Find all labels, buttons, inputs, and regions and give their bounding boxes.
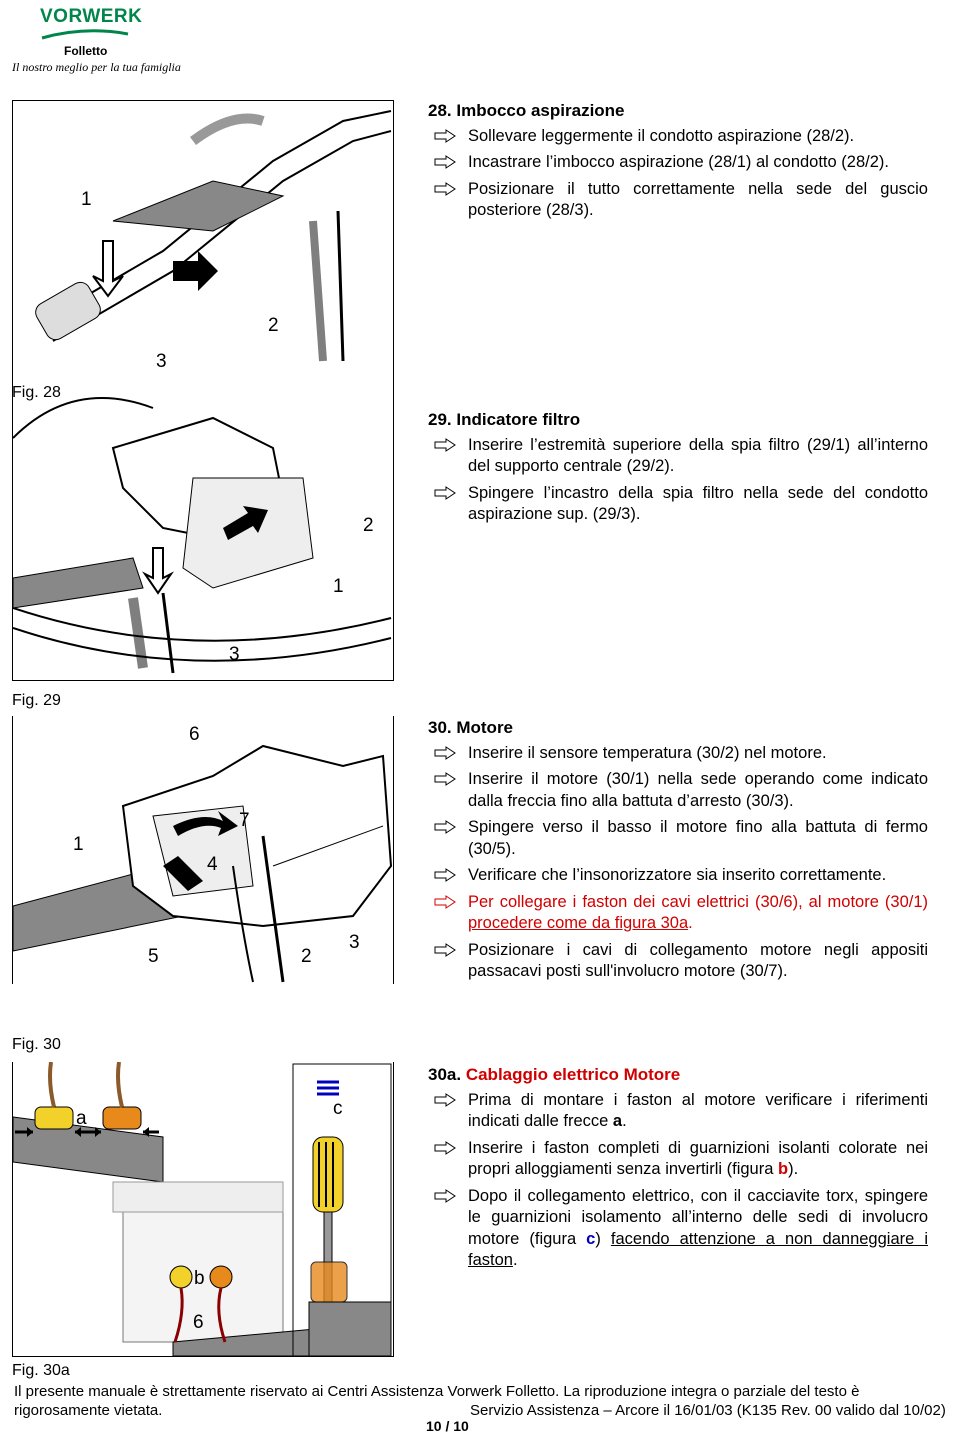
section-29-title: 29. Indicatore filtro xyxy=(428,410,581,429)
fig29-label-1: 1 xyxy=(333,576,344,597)
yellow-seal-icon xyxy=(35,1107,73,1129)
section-30 xyxy=(428,717,928,988)
arrow-right-icon xyxy=(434,1141,456,1155)
fig28-label-3: 3 xyxy=(156,351,167,372)
list-item: Prima di montare i faston al motore verificare i riferimenti indicati dalle frecce a. xyxy=(428,1090,928,1133)
list-item: Dopo il collegamento elettrico, con il cacciavite torx, spingere le guarnizioni isolamento all’interno delle sedi di involucro motore (figura c) facendo attenzione a non danneggiare i faston. xyxy=(428,1186,928,1272)
footer-notice-end: rigorosamente vietata. xyxy=(14,1402,163,1419)
fig28-label-2: 2 xyxy=(268,315,279,336)
fig30-label-5: 5 xyxy=(148,946,159,967)
fig29-label-2: 2 xyxy=(363,515,374,536)
tagline: Il nostro meglio per la tua famiglia xyxy=(12,60,181,74)
list-item: Spingere l’incastro della spia filtro nella sede del condotto aspirazione sup. (29/3). xyxy=(428,483,928,526)
fig28-caption: Fig. 28 xyxy=(12,384,61,401)
figure-30-frame xyxy=(12,716,394,984)
orange-seal-icon xyxy=(103,1107,141,1129)
fig29-label-3: 3 xyxy=(229,644,240,665)
section-28 xyxy=(428,100,928,227)
arrow-right-icon xyxy=(434,1189,456,1203)
figure-28-frame xyxy=(12,100,394,379)
fig30-label-2: 2 xyxy=(301,946,312,967)
section-30a xyxy=(428,1064,928,1277)
arrow-right-icon xyxy=(434,895,456,909)
figure-29-frame xyxy=(12,378,394,681)
screwdriver-handle-icon xyxy=(313,1137,343,1212)
figure-28-drawing xyxy=(13,101,393,379)
arrow-right-icon xyxy=(434,820,456,834)
section-29 xyxy=(428,409,928,531)
fig30a-label-a: a xyxy=(76,1108,87,1129)
arrow-right-icon xyxy=(434,868,456,882)
arrow-right-icon xyxy=(434,943,456,957)
section-28-title: 28. Imbocco aspirazione xyxy=(428,101,625,120)
arrow-right-icon xyxy=(434,746,456,760)
figure-30-drawing xyxy=(13,716,393,984)
list-item: Posizionare il tutto correttamente nella sede del guscio posteriore (28/3). xyxy=(428,179,928,222)
page-number: 10 / 10 xyxy=(426,1418,469,1434)
list-item: Posizionare i cavi di collegamento motore negli appositi passacavi posti sull'involucro motore (30/7). xyxy=(428,940,928,983)
fig30-label-7: 7 xyxy=(239,810,250,831)
fig30a-caption: Fig. 30a xyxy=(12,1362,70,1379)
fig30-label-1: 1 xyxy=(73,834,84,855)
list-item: Inserire l’estremità superiore della spia filtro (29/1) all’interno del supporto centrale (29/2). xyxy=(428,435,928,478)
list-item: Sollevare leggermente il condotto aspirazione (28/2). xyxy=(428,126,928,148)
product-name: Folletto xyxy=(64,44,108,58)
list-item-warning: Per collegare i faston dei cavi elettrici (30/6), al motore (30/1) procedere come da figura 30a. xyxy=(428,892,928,935)
list-item: Verificare che l’insonorizzatore sia inserito correttamente. xyxy=(428,865,928,887)
list-item: Inserire il motore (30/1) nella sede operando come indicato dalla freccia fino alla battuta d’arresto (30/3). xyxy=(428,769,928,812)
fig30-caption: Fig. 30 xyxy=(12,1036,61,1053)
list-item: Inserire il sensore temperatura (30/2) nel motore. xyxy=(428,743,928,765)
fig30a-label-6: 6 xyxy=(193,1312,204,1333)
brand-swoosh-icon xyxy=(40,28,130,42)
brand-logo: VORWERK xyxy=(40,6,143,27)
arrow-right-icon xyxy=(434,155,456,169)
list-item: Spingere verso il basso il motore fino alla battuta di fermo (30/5). xyxy=(428,817,928,860)
fig30-label-3: 3 xyxy=(349,932,360,953)
fig30a-label-c: c xyxy=(333,1098,343,1119)
footer-service-info: Servizio Assistenza – Arcore il 16/01/03 (K135 Rev. 00 valido dal 10/02) xyxy=(470,1402,946,1419)
fig28-label-1: 1 xyxy=(81,189,92,210)
fig30a-label-b: b xyxy=(194,1268,205,1289)
fig29-caption: Fig. 29 xyxy=(12,692,61,709)
arrow-right-icon xyxy=(434,129,456,143)
section-30-title: 30. Motore xyxy=(428,718,514,737)
figure-29-drawing xyxy=(13,378,393,680)
list-item: Inserire i faston completi di guarnizioni isolanti colorate nei propri alloggiamenti senza invertirli (figura b). xyxy=(428,1138,928,1181)
arrow-right-icon xyxy=(434,772,456,786)
section-30a-title: 30a. Cablaggio elettrico Motore xyxy=(428,1065,681,1084)
fig30-label-4: 4 xyxy=(207,854,218,875)
figure-30a-frame xyxy=(12,1062,394,1357)
list-item: Incastrare l’imbocco aspirazione (28/1) al condotto (28/2). xyxy=(428,152,928,174)
figure-30a-reference: procedere come da figura 30a xyxy=(468,914,689,932)
arrow-right-icon xyxy=(434,486,456,500)
fig30-label-6: 6 xyxy=(189,724,200,745)
arrow-right-icon xyxy=(434,438,456,452)
arrow-right-icon xyxy=(434,182,456,196)
footer-notice: Il presente manuale è strettamente riservato ai Centri Assistenza Vorwerk Folletto. La riproduzione integra o parziale del testo è xyxy=(14,1383,860,1400)
arrow-right-icon xyxy=(434,1093,456,1107)
